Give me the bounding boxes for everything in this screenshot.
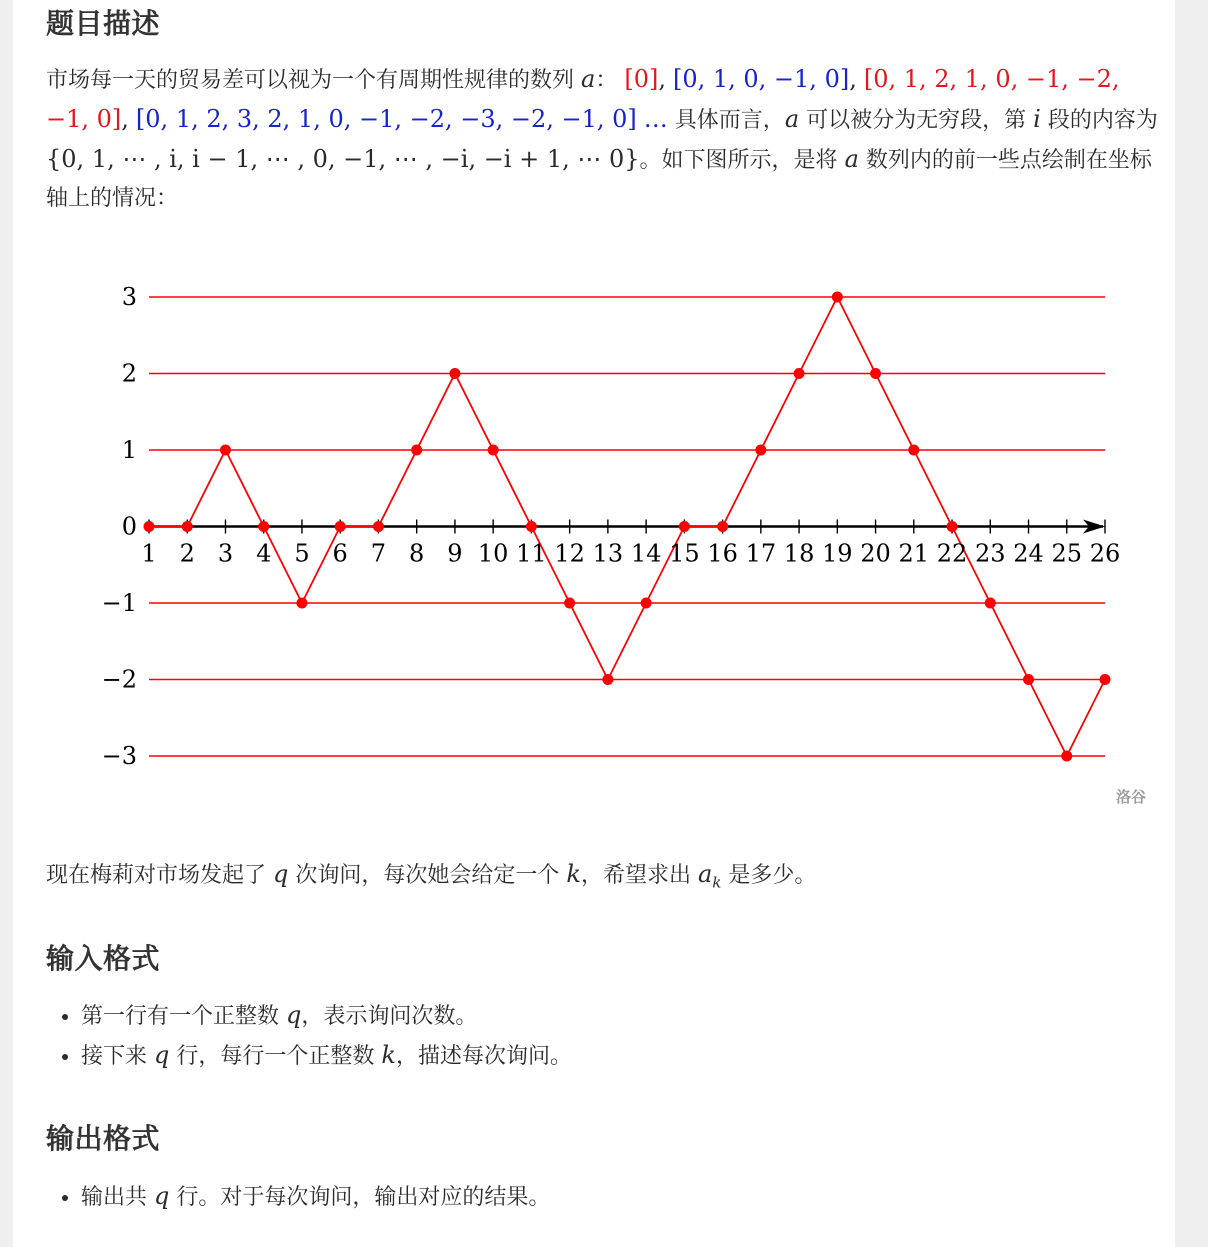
data-point (220, 445, 231, 456)
data-point (258, 521, 269, 532)
x-tick-label: 18 (783, 539, 815, 568)
section-title-input: 输入格式 (46, 942, 161, 975)
segment-2: [0, 1, 0, −1, 0] (672, 65, 850, 93)
data-point (947, 521, 958, 532)
var-k: k (381, 1041, 396, 1069)
data-point (870, 368, 881, 379)
segment-3: [0, 1, 2, 1, 0, −1, −2, −1, 0] (46, 65, 1120, 133)
comma: , (849, 65, 857, 93)
data-point (564, 598, 575, 609)
subscript-k: k (712, 873, 722, 892)
y-tick-label: −1 (101, 589, 137, 617)
y-tick-label: 1 (121, 436, 137, 464)
x-tick-label: 13 (592, 539, 624, 568)
query-paragraph (46, 855, 1166, 901)
data-point (449, 368, 460, 379)
data-point (908, 445, 919, 456)
desc-text-5: 。如下图所示，是将 (639, 148, 838, 173)
data-point (717, 521, 728, 532)
desc-text-4: 段的内容为 (1047, 108, 1158, 133)
x-tick-label: 20 (860, 539, 891, 568)
input-item2-text: 接下来 (81, 1044, 148, 1069)
x-tick-label: 5 (294, 539, 310, 568)
x-tick-label: 12 (554, 539, 585, 568)
input-item2-text-b: 行，每行一个正整数 (176, 1044, 375, 1069)
query-text-1: 现在梅莉对市场发起了 (46, 863, 267, 888)
data-point (411, 445, 422, 456)
segment-1: [0] (624, 65, 659, 93)
y-tick-label: 2 (121, 359, 137, 388)
data-point (602, 674, 613, 685)
section-title-description: 题目描述 (46, 7, 161, 40)
x-tick-label: 14 (630, 539, 662, 568)
data-point (755, 445, 766, 456)
luogu-watermark: 洛谷 (1115, 788, 1146, 806)
data-point (679, 521, 690, 532)
data-point (1023, 674, 1034, 685)
x-tick-label: 24 (1013, 539, 1044, 568)
x-tick-label: 11 (516, 539, 547, 568)
input-list (46, 996, 1166, 1076)
var-k: k (566, 860, 581, 888)
data-point (373, 521, 384, 532)
data-point (1061, 751, 1072, 762)
x-tick-label: 8 (409, 539, 425, 568)
data-point (985, 598, 996, 609)
problem-card (13, 0, 1175, 1247)
x-tick-label: 10 (477, 539, 509, 568)
var-q: q (273, 860, 289, 888)
x-tick-label: 9 (447, 539, 463, 568)
data-point (488, 445, 499, 456)
var-q: q (286, 1001, 302, 1029)
section-title-output: 输出格式 (46, 1122, 161, 1155)
x-tick-label: 7 (370, 539, 387, 568)
query-text-3: ，希望求出 (580, 863, 691, 888)
query-text-2: 次询问，每次她会给定一个 (295, 863, 560, 888)
x-tick-label: 15 (669, 539, 700, 568)
output-item1-text: 输出共 (81, 1185, 148, 1210)
desc-text-3: 可以被分为无穷段，第 (806, 108, 1027, 133)
segment-4: [0, 1, 2, 3, 2, 1, 0, −1, −2, −3, −2, −1, 0] (135, 105, 637, 133)
x-tick-label: 22 (936, 539, 968, 568)
description-paragraph (46, 60, 1166, 218)
var-q: q (154, 1041, 170, 1069)
y-tick-label: 3 (121, 283, 137, 311)
list-item (81, 1177, 1166, 1217)
data-point (1100, 674, 1111, 685)
desc-text-6: 数列内的前一些点绘制在坐标轴上的情况： (46, 148, 1152, 211)
comma: , (658, 65, 666, 93)
data-point (641, 598, 652, 609)
desc-text-2: 具体而言， (674, 108, 785, 133)
y-tick-label: −3 (101, 742, 137, 770)
var-a: a (581, 65, 596, 93)
data-point (832, 292, 843, 303)
var-a-k: a (697, 860, 713, 888)
x-tick-label: 17 (745, 539, 777, 568)
x-tick-label: 3 (217, 539, 234, 568)
input-item1-text: 第一行有一个正整数 (81, 1004, 280, 1029)
x-tick-label: 26 (1089, 539, 1121, 568)
output-list (46, 1177, 1166, 1217)
data-point (296, 598, 307, 609)
sequence-chart (46, 250, 1166, 810)
var-a: a (784, 105, 800, 133)
data-point (794, 368, 805, 379)
data-point (144, 521, 155, 532)
x-tick-label: 25 (1051, 539, 1083, 568)
list-item (81, 1036, 1166, 1076)
query-text-4: 是多少。 (728, 863, 817, 888)
list-item (81, 996, 1166, 1036)
ellipsis: … (643, 105, 668, 133)
desc-text-1: 市场每一天的贸易差可以视为一个有周期性规律的数列 (46, 68, 575, 93)
x-tick-label: 23 (975, 539, 1006, 568)
var-a: a (844, 145, 859, 173)
var-q: q (154, 1182, 170, 1210)
input-item2-text-c: ，描述每次询问。 (395, 1044, 572, 1069)
desc-colon: ： (595, 68, 618, 93)
x-tick-label: 16 (707, 539, 738, 568)
output-item1-text-b: 行。对于每次询问，输出对应的结果。 (176, 1185, 551, 1210)
y-tick-label: −2 (101, 665, 137, 694)
x-tick-label: 1 (141, 539, 157, 568)
y-tick-label: 0 (121, 512, 137, 541)
x-tick-label: 6 (332, 539, 348, 568)
x-tick-label: 21 (898, 539, 930, 568)
comma: , (121, 105, 129, 133)
data-point (182, 521, 193, 532)
x-tick-label: 2 (179, 539, 195, 568)
set-expression: {0, 1, ⋯ , i, i − 1, ⋯ , 0, −1, ⋯ , −i, −i + 1, ⋯ 0} (46, 145, 640, 173)
data-point (335, 521, 346, 532)
var-i: i (1033, 105, 1041, 133)
x-tick-label: 19 (822, 539, 853, 568)
data-point (526, 521, 537, 532)
input-item1-text-b: ，表示询问次数。 (301, 1004, 478, 1029)
x-tick-label: 4 (256, 539, 272, 568)
